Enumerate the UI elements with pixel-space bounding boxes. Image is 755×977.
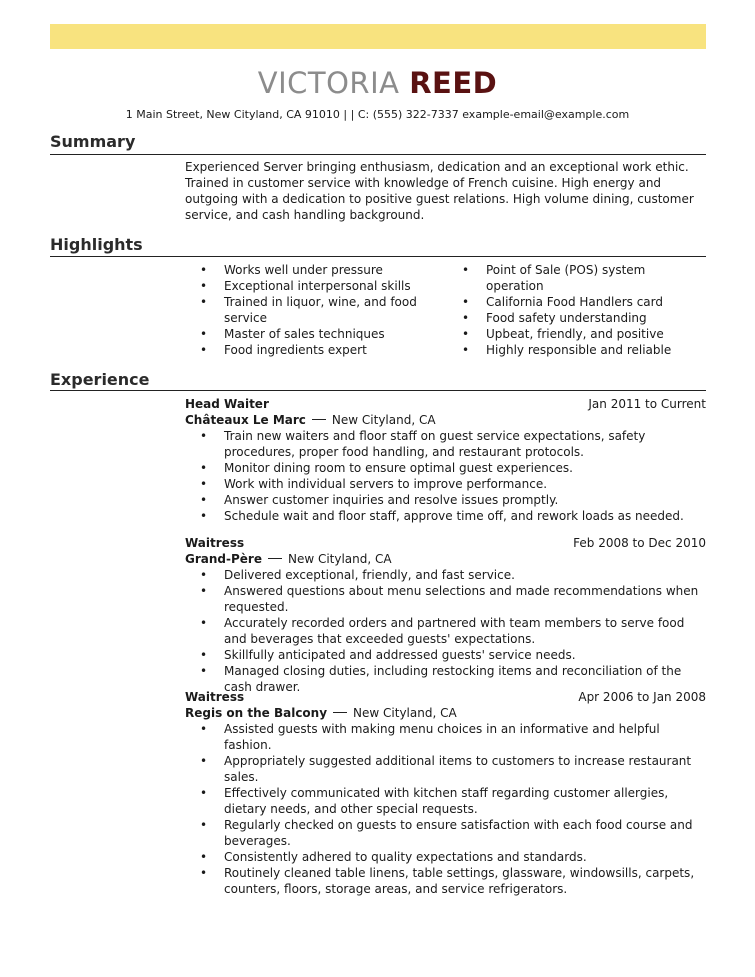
separator-dash (268, 558, 282, 559)
job-entry (185, 396, 706, 524)
last-name: REED (409, 66, 498, 100)
job-duties (185, 428, 706, 524)
summary-text: Experienced Server bringing enthusiasm, dedication and an exceptional work ethic. Trained in customer service with knowledge of French cuisine. High energy and outgoing with a dedication to positive guest relations. High volume dining, customer service, and cash handling background. (185, 160, 694, 222)
company-name: Regis on the Balcony (185, 706, 328, 720)
list-item: • Regularly checked on guests to ensure satisfaction with each food course and beverages. (185, 817, 706, 849)
highlights-divider (50, 256, 706, 257)
job-title: Head Waiter (185, 397, 269, 411)
list-item: • Effectively communicated with kitchen staff regarding customer allergies, dietary needs, and other special requests. (185, 785, 706, 817)
job-header (185, 689, 706, 705)
list-item: • Work with individual servers to improve performance. (185, 476, 706, 492)
job-company-line (185, 551, 706, 567)
list-item: • Food safety understanding (447, 310, 697, 326)
list-item: • Train new waiters and floor staff on guest service expectations, safety procedures, proper food handling, and restaurant protocols. (185, 428, 706, 460)
experience-heading: Experience (50, 370, 150, 389)
summary-heading: Summary (50, 132, 136, 151)
highlights-left-column (185, 262, 425, 358)
job-title: Waitress (185, 536, 245, 550)
contact-line: 1 Main Street, New Cityland, CA 91010 | | C: (555) 322-7337 example-email@example.com (125, 108, 630, 121)
job-header (185, 535, 706, 551)
list-item: • Accurately recorded orders and partnered with team members to serve food and beverages that exceeded guests' expectations. (185, 615, 706, 647)
list-item: • Monitor dining room to ensure optimal guest experiences. (185, 460, 706, 476)
first-name: VICTORIA (257, 66, 400, 100)
job-duties (185, 567, 706, 695)
list-item: • Skillfully anticipated and addressed guests' service needs. (185, 647, 706, 663)
list-item: • Exceptional interpersonal skills (185, 278, 425, 294)
list-item: • Schedule wait and floor staff, approve time off, and rework loads as needed. (185, 508, 706, 524)
job-dates: Feb 2008 to Dec 2010 (573, 536, 706, 550)
list-item: • Routinely cleaned table linens, table settings, glassware, windowsills, carpets, counters, floors, storage areas, and service refrigerators. (185, 865, 706, 897)
separator-dash (333, 712, 347, 713)
company-name: Châteaux Le Marc (185, 413, 306, 427)
list-item: • Highly responsible and reliable (447, 342, 697, 358)
job-entry (185, 535, 706, 695)
list-item: • Consistently adhered to quality expectations and standards. (185, 849, 706, 865)
list-item: • Answer customer inquiries and resolve issues promptly. (185, 492, 706, 508)
job-duties (185, 721, 706, 897)
list-item: • Works well under pressure (185, 262, 425, 278)
header-accent-bar (50, 24, 706, 49)
separator-dash (312, 419, 326, 420)
list-item: • Answered questions about menu selections and made recommendations when requested. (185, 583, 706, 615)
list-item: • California Food Handlers card (447, 294, 697, 310)
list-item: • Upbeat, friendly, and positive (447, 326, 697, 342)
candidate-name (0, 64, 755, 102)
job-company-line (185, 412, 706, 428)
highlights-heading: Highlights (50, 235, 143, 254)
job-company-line (185, 705, 706, 721)
list-item: • Assisted guests with making menu choices in an informative and helpful fashion. (185, 721, 706, 753)
job-dates: Apr 2006 to Jan 2008 (578, 690, 706, 704)
highlights-right-column (447, 262, 697, 358)
list-item: • Appropriately suggested additional items to customers to increase restaurant sales. (185, 753, 706, 785)
list-item: • Point of Sale (POS) system operation (447, 262, 697, 294)
job-entry (185, 689, 706, 897)
job-location: New Cityland, CA (353, 706, 457, 720)
job-location: New Cityland, CA (287, 552, 392, 566)
experience-divider (50, 390, 706, 391)
list-item: • Delivered exceptional, friendly, and fast service. (185, 567, 706, 583)
list-item: • Managed closing duties, including restocking items and reconciliation of the cash drawer. (185, 663, 706, 695)
list-item: • Master of sales techniques (185, 326, 425, 342)
job-header (185, 396, 706, 412)
company-name: Grand-Père (185, 552, 262, 566)
job-title: Waitress (185, 690, 245, 704)
job-location: New Cityland, CA (331, 413, 436, 427)
summary-divider (50, 154, 706, 155)
list-item: • Food ingredients expert (185, 342, 425, 358)
job-dates: Jan 2011 to Current (588, 397, 706, 411)
list-item: • Trained in liquor, wine, and food service (185, 294, 425, 326)
